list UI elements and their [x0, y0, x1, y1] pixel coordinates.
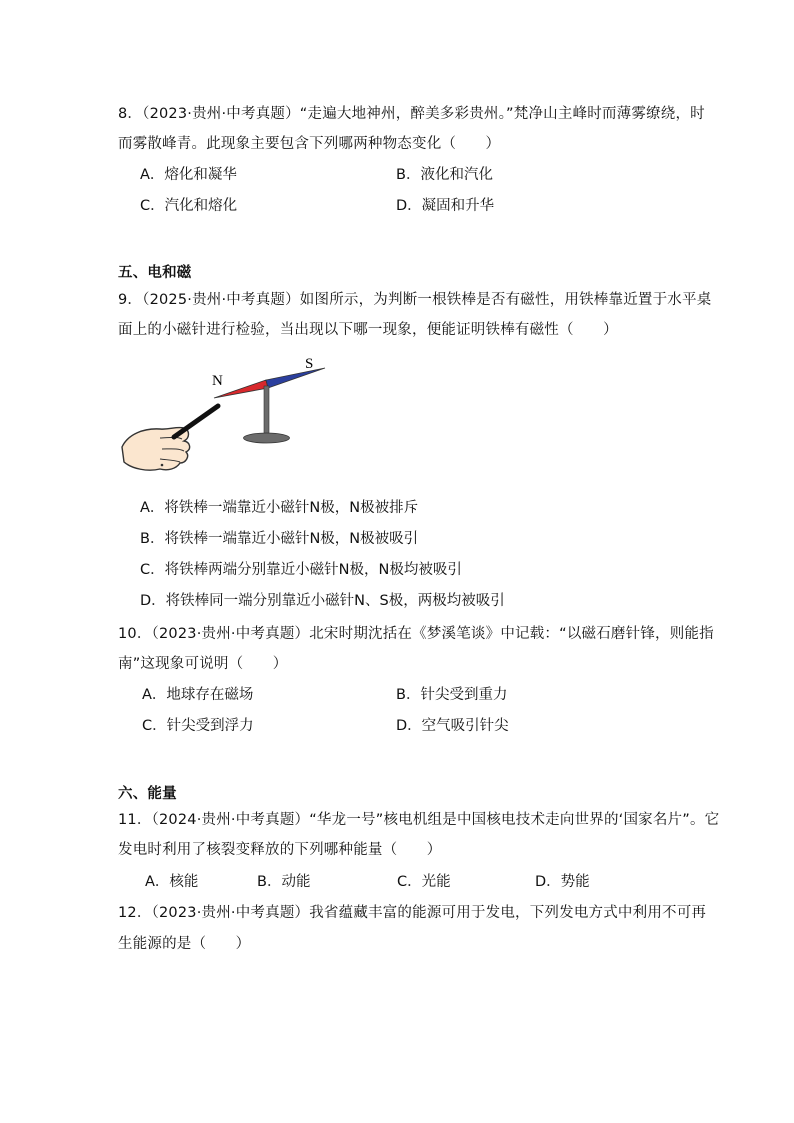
q10-stem-line2: 南”这现象可说明（ ） [118, 656, 288, 672]
q11-option-d: D．势能 [535, 874, 590, 890]
q9-stem-line2: 面上的小磁针进行检验，当出现以下哪一现象，便能证明铁棒有磁性（ ） [118, 322, 618, 338]
q8-option-c: C．汽化和熔化 [140, 198, 238, 214]
q9-option-d: D．将铁棒同一端分别靠近小磁针N、S极，两极均被吸引 [140, 593, 505, 609]
q8-stem-line2: 而雾散峰青。此现象主要包含下列哪两种物态变化（ ） [118, 136, 501, 152]
q8-stem-line1: 8．（2023·贵州·中考真题）“走遍大地神州，醉美多彩贵州。”梵净山主峰时而薄雾缭绕，时 [118, 106, 705, 122]
q12-stem-line1: 12．（2023·贵州·中考真题）我省蕴藏丰富的能源可用于发电，下列发电方式中利用不可再 [118, 905, 707, 921]
q10-option-a: A．地球存在磁场 [142, 687, 254, 703]
q9-stem-line1: 9．（2025·贵州·中考真题）如图所示，为判断一根铁棒是否有磁性，用铁棒靠近置于水平桌 [118, 292, 712, 308]
q10-stem-line1: 10．（2023·贵州·中考真题）北宋时期沈括在《梦溪笔谈》中记载：“以磁石磨针锋，则能指 [118, 626, 714, 642]
compass-stand-base [244, 433, 290, 443]
iron-rod [174, 406, 218, 437]
q9-option-a: A．将铁棒一端靠近小磁针N极，N极被排斥 [140, 500, 419, 516]
label-n: N [212, 373, 223, 389]
q11-option-a: A．核能 [145, 874, 199, 890]
q9-option-c: C．将铁棒两端分别靠近小磁针N极，N极均被吸引 [140, 562, 462, 578]
q8-option-d: D．凝固和升华 [396, 198, 495, 214]
q10-option-b: B．针尖受到重力 [396, 687, 508, 703]
q11-option-b: B．动能 [257, 874, 311, 890]
q9-option-b: B．将铁棒一端靠近小磁针N极，N极被吸引 [140, 531, 419, 547]
q9-figure-compass-test [118, 352, 338, 482]
needle-south-half [266, 368, 325, 388]
q11-stem-line2: 发电时利用了核裂变释放的下列哪种能量（ ） [118, 842, 442, 858]
q10-option-d: D．空气吸引针尖 [396, 718, 509, 734]
compass-needle [214, 368, 325, 398]
section-heading-energy: 六、能量 [118, 786, 177, 802]
q12-stem-line2: 生能源的是（ ） [118, 936, 251, 952]
label-s: S [305, 356, 314, 372]
q11-stem-line1: 11．（2024·贵州·中考真题）“华龙一号”核电机组是中国核电技术走向世界的‘国家名片”。它 [118, 812, 720, 828]
q8-option-b: B．液化和汽化 [396, 167, 493, 183]
q8-option-a: A．熔化和凝华 [140, 167, 237, 183]
compass-stand-post [264, 386, 269, 435]
section-heading-electricity-magnetism: 五、电和磁 [118, 265, 192, 281]
q10-option-c: C．针尖受到浮力 [142, 718, 254, 734]
q11-option-c: C．光能 [397, 874, 451, 890]
